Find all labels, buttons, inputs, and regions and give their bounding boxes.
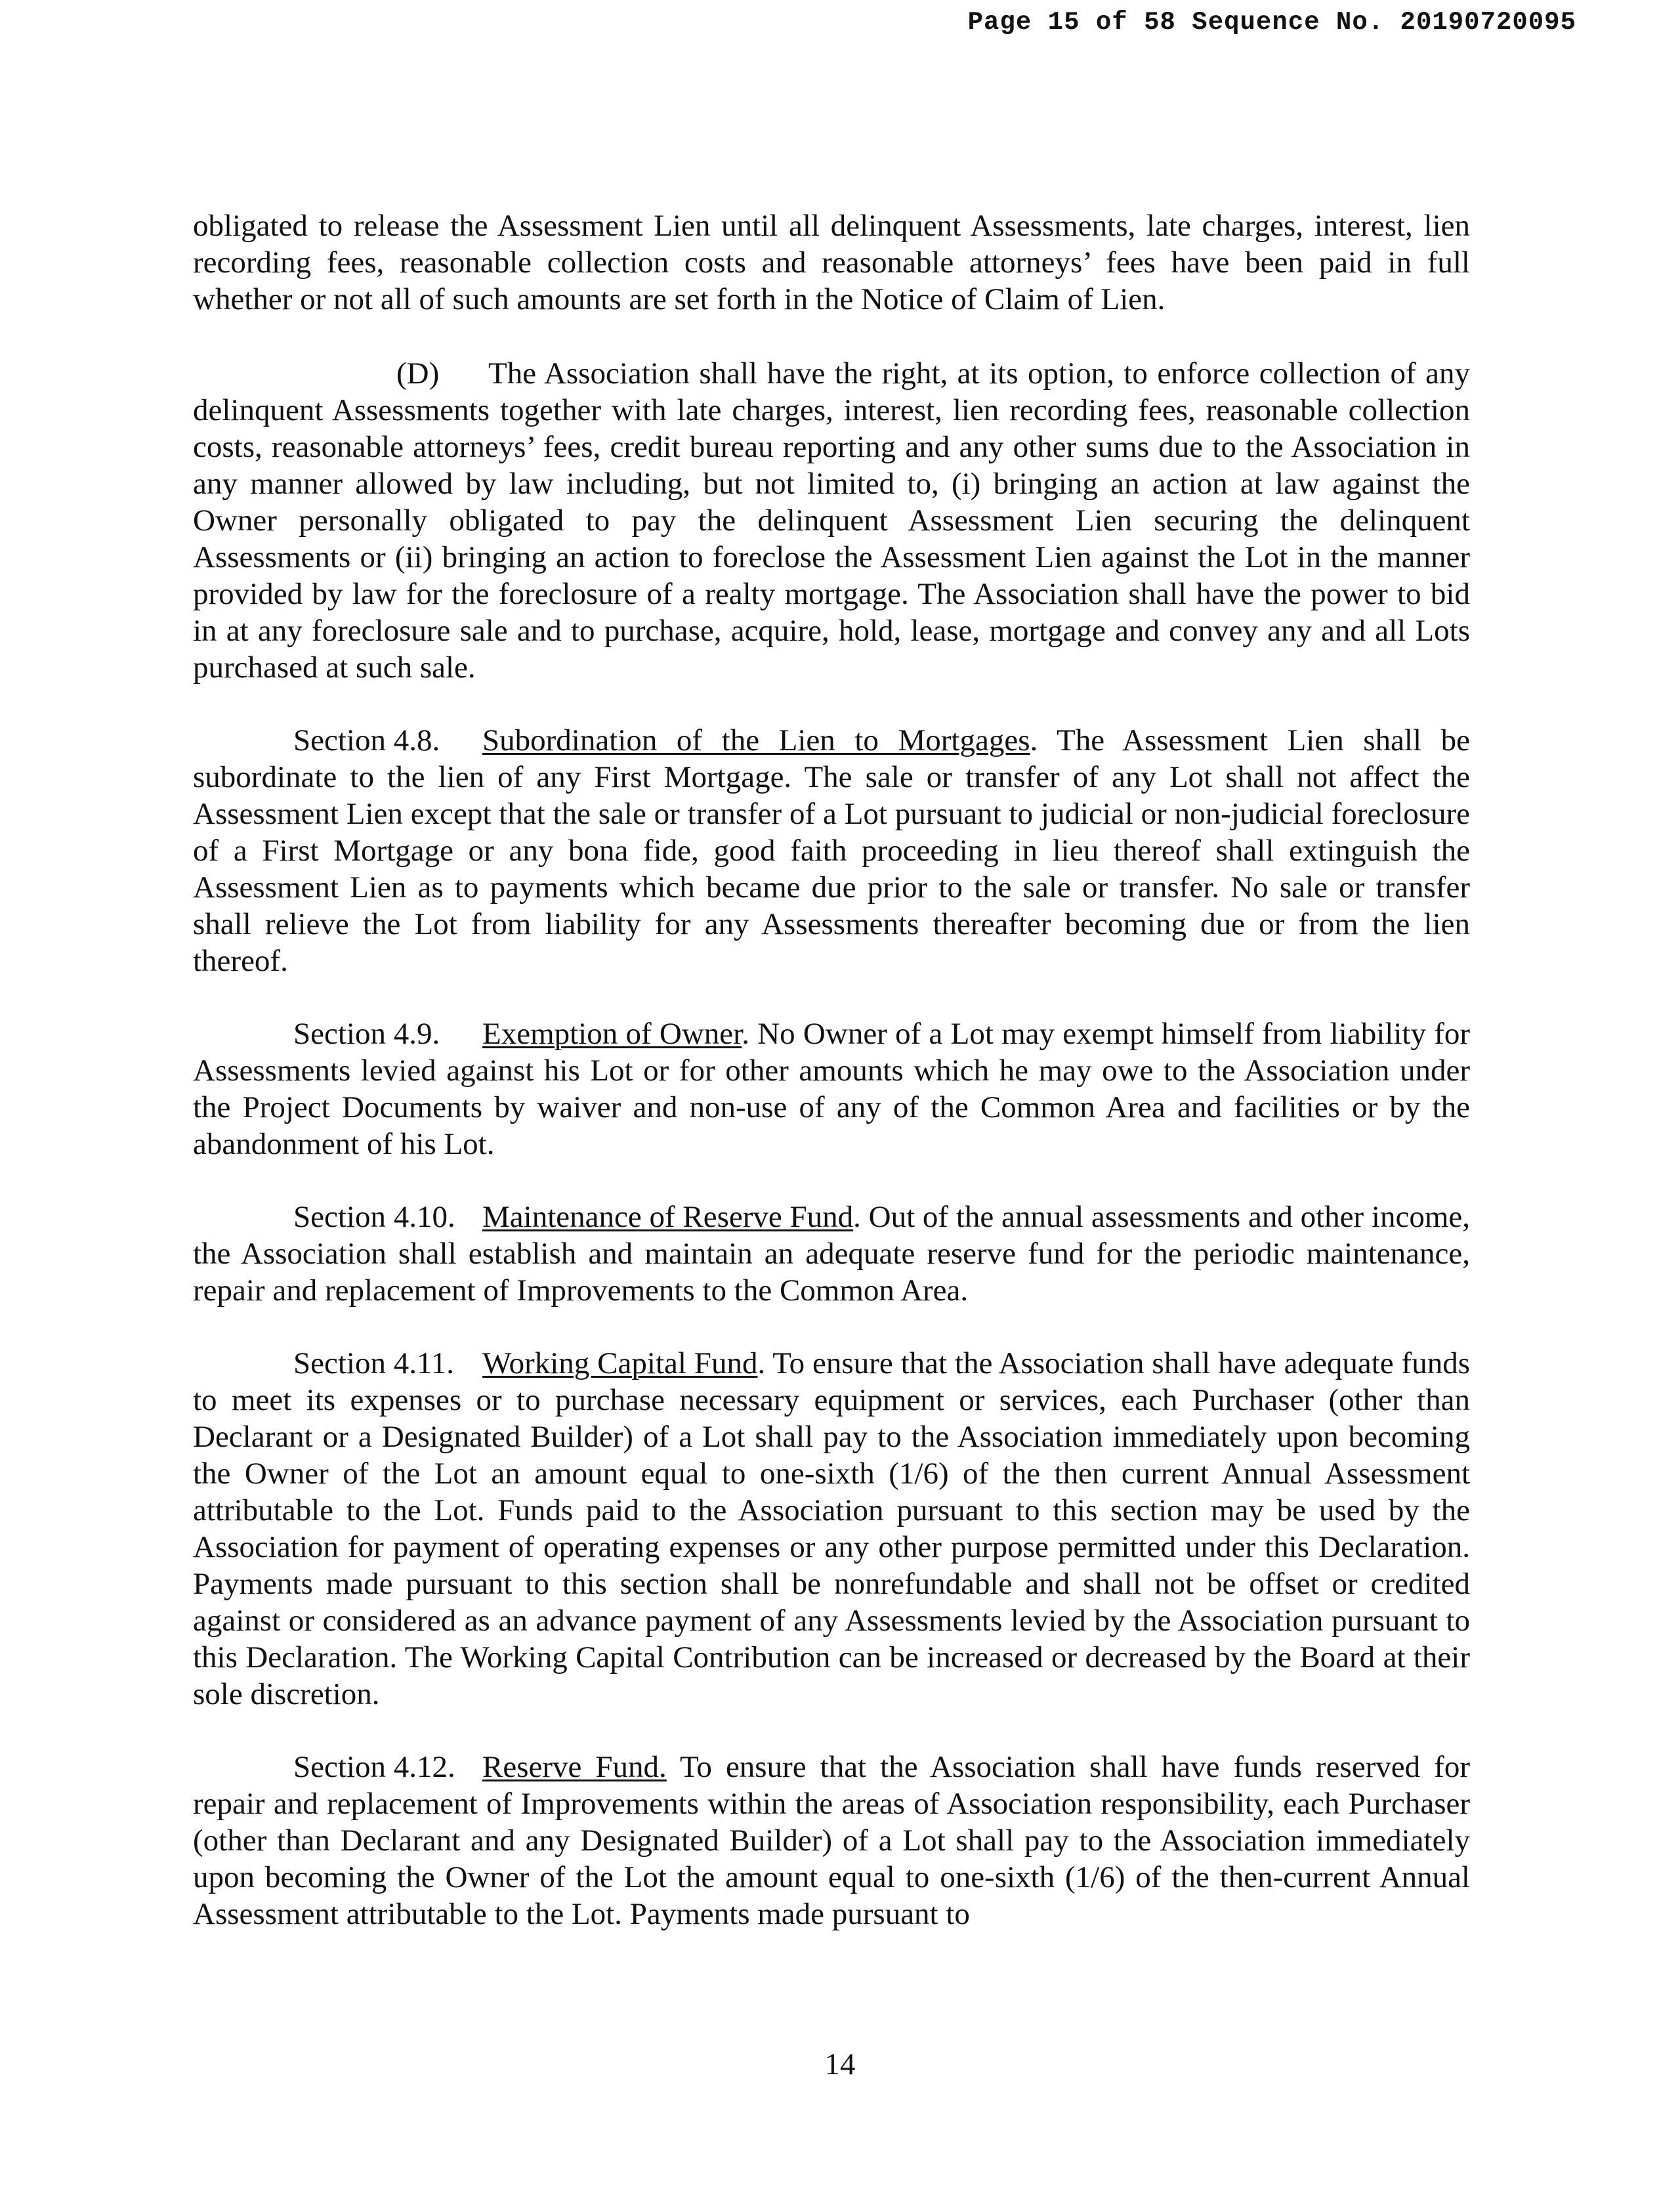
section-4-8 [193,722,1470,979]
section-4-10 [193,1199,1470,1309]
page-sequence-header: Page 15 of 58 Sequence No. 20190720095 [967,8,1576,37]
section-title: Exemption of Owner [482,1017,742,1051]
section-number: Section 4.11. [293,1346,454,1380]
section-4-12 [193,1749,1470,1932]
section-text: The Assessment Lien shall be subordinate to the lien of any First Mortgage. The sale or transfer of any Lot shall not affect the Assessment Lien except that the sale or transfer of a Lot pursuant to judicial or non-judicial foreclosure of a First Mortgage or any bona fide, good faith proceeding in lieu thereof shall extinguish the Assessment Lien as to payments which became due prior to the sale or transfer. No sale or transfer shall relieve the Lot from liability for any Assessments thereafter becoming due or from the lien thereof. [193,723,1470,978]
section-title-punct: . [853,1200,861,1234]
section-4-9 [193,1015,1470,1162]
section-4-11 [193,1345,1470,1713]
section-title-punct: . [1030,723,1038,757]
section-number: Section 4.8. [293,723,440,757]
paragraph-d [193,355,1470,686]
section-text: To ensure that the Association shall have funds reserved for repair and replacement of Improvements within the areas of Association responsibility, each Purchaser (other than Declarant and any Designated Builder) of a Lot shall pay to the Association immediately upon becoming the Owner of the Lot the amount equal to one-sixth (1/6) of the then-current Annual Assessment attributable to the Lot. Payments made pursuant to [193,1750,1470,1931]
section-number: Section 4.9. [293,1017,440,1051]
section-title: Maintenance of Reserve Fund [482,1200,854,1234]
section-title: Subordination of the Lien to Mortgages [482,723,1030,757]
section-title-punct: . [757,1346,766,1380]
section-title: Reserve Fund. [482,1750,667,1784]
section-text: No Owner of a Lot may exempt himself from liability for Assessments levied against his Lot or for other amounts which he may owe to the Association under the Project Documents by waiver and non-use of any of the Common Area and facilities or by the abandonment of his Lot. [193,1017,1471,1161]
continuation-paragraph: obligated to release the Assessment Lien until all delinquent Assessments, late charges, interest, lien recording fees, reasonable collection costs and reasonable attorneys’ fees have been paid in full whether or not all of such amounts are set forth in the Notice of Claim of Lien. [193,209,1470,316]
section-text: To ensure that the Association shall have adequate funds to meet its expenses or to purchase necessary equipment or services, each Purchaser (other than Declarant or a Designated Builder) of a Lot shall pay to the Association immediately upon becoming the Owner of the Lot an amount equal to one-sixth (1/6) of the then current Annual Assessment attributable to the Lot. Funds paid to the Association pursuant to this section may be used by the Association for payment of operating expenses or any other purpose permitted under this Declaration. Payments made pursuant to this section shall be nonrefundable and shall not be offset or credited against or considered as an advance payment of any Assessments levied by the Association pursuant to this Declaration. The Working Capital Contribution can be increased or decreased by the Board at their sole discretion. [193,1346,1470,1711]
section-title: Working Capital Fund [482,1346,758,1380]
section-number: Section 4.12. [293,1750,455,1784]
paragraph-d-label: (D) [396,356,440,391]
page-number: 14 [824,2047,856,2081]
section-number: Section 4.10. [293,1200,455,1234]
paragraph-d-text: The Association shall have the right, at its option, to enforce collection of any delinquent Assessments together with late charges, interest, lien recording fees, reasonable collection costs, reasonable attorneys’ fees, credit bureau reporting and any other sums due to the Association in any manner allowed by law including, but not limited to, (i) bringing an action at law against the Owner personally obligated to pay the delinquent Assessment Lien securing the delinquent Assessments or (ii) bringing an action to foreclose the Assessment Lien against the Lot in the manner provided by law for the foreclosure of a realty mortgage. The Association shall have the power to bid in at any foreclosure sale and to purchase, acquire, hold, lease, mortgage and convey any and all Lots purchased at such sale. [193,356,1470,685]
document-body [193,207,1470,1932]
section-title-punct: . [742,1017,749,1051]
section-text: Out of the annual assessments and other income, the Association shall establish and maintain an adequate reserve fund for the periodic maintenance, repair and replacement of Improvements to the Common Area. [193,1200,1471,1308]
